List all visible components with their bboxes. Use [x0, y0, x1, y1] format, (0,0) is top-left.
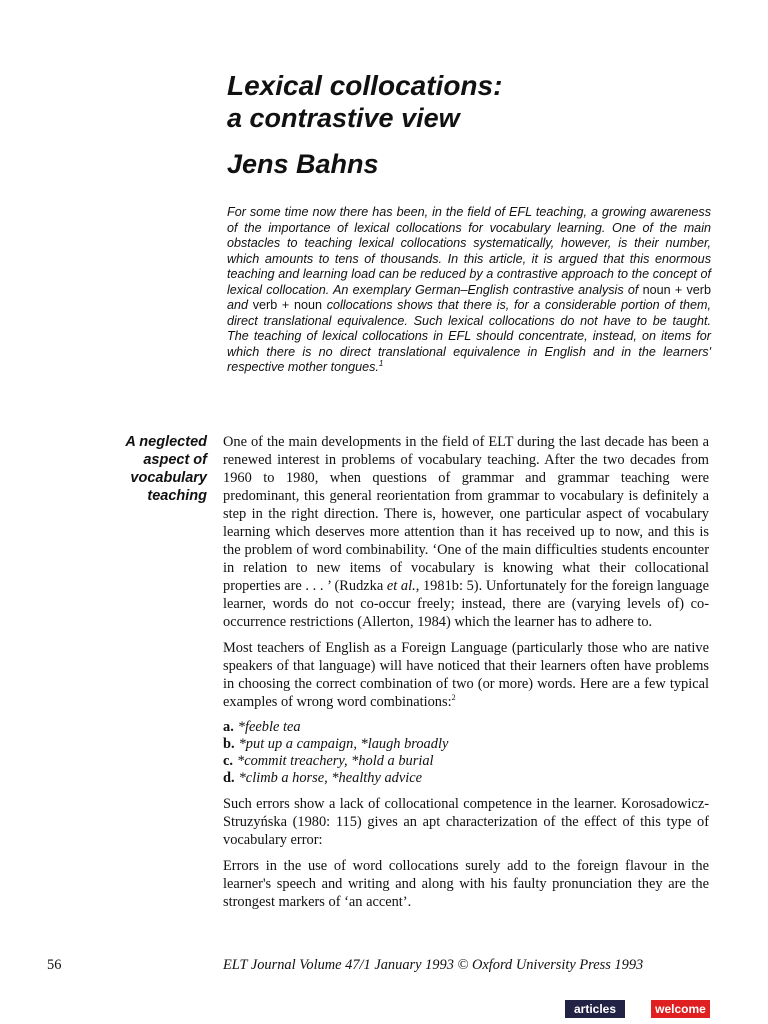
list-item	[223, 719, 709, 736]
paragraph-2-text: Most teachers of English as a Foreign Language (particularly those who are native speakers of that language) will have noticed that their learners often have problems in choosing the correct combination of two (or more) words. Here are a few typical examples of wrong word combinations:	[223, 640, 709, 710]
title-block	[227, 70, 727, 180]
example-text: *commit treachery, *hold a burial	[237, 753, 434, 769]
list-item	[223, 736, 709, 753]
footnote-marker-2: 2	[451, 693, 456, 703]
articles-button[interactable]: articles	[565, 1000, 625, 1018]
paragraph-1-text-a: One of the main developments in the field of ELT during the last decade has been a renewed interest in problems of vocabulary teaching. After the two decades from 1960 to 1980, when questions of grammar and grammar teaching were predominant, this general reorientation from grammar to vocabulary is definitely a step in the right direction. There is, however, one particular aspect of vocabulary learning which deserves more attention than it has received up to now, and this is the problem of word combinability. ‘One of the main difficulties students encounter in relation to new items of vocabulary is knowing what their collocational properties are . . . ’ (Rudzka	[223, 434, 709, 594]
abstract	[227, 205, 711, 376]
abstract-and: and	[227, 298, 249, 312]
list-item	[223, 770, 709, 787]
article-title: Lexical collocations:	[227, 70, 503, 101]
body-column	[223, 433, 709, 919]
paragraph-1	[223, 433, 709, 631]
paragraph-3: Such errors show a lack of collocational competence in the learner. Korosadowicz-Struzyńska (1980: 115) gives an apt characterization of the effect of this type of vocabulary error:	[223, 796, 709, 848]
example-label: a.	[223, 719, 234, 735]
list-item	[223, 753, 709, 770]
section-heading	[60, 433, 207, 505]
page-number: 56	[47, 957, 62, 973]
section-heading-line: aspect of	[143, 452, 207, 468]
example-label: c.	[223, 753, 233, 769]
citation-et-al: et al.	[386, 578, 416, 594]
example-text: *feeble tea	[237, 719, 301, 735]
section-heading-line: teaching	[147, 488, 207, 504]
abstract-term-verb-noun: verb + noun	[252, 298, 322, 312]
example-text: *climb a horse, *healthy advice	[238, 770, 423, 786]
journal-citation: ELT Journal Volume 47/1 January 1993 © Oxford University Press 1993	[223, 957, 644, 973]
abstract-text-1: For some time now there has been, in the field of EFL teaching, a growing awareness of the importance of lexical collocations for vocabulary learning. One of the main obstacles to teaching lexical collocations systematically, however, is their number, which amounts to tens of thousands. In this article, it is argued that this enormous teaching and learning load can be reduced by a contrastive approach to the concept of lexical collocation. An exemplary German–English contrastive analysis of	[227, 205, 711, 297]
example-label: d.	[223, 770, 235, 786]
block-quote: Errors in the use of word collocations surely add to the foreign flavour in the learner's speech and writing and along with his faulty pronunciation they are the strongest markers of ‘an accent’.	[223, 858, 709, 910]
section-heading-line: A neglected	[125, 434, 207, 450]
abstract-term-noun-verb: noun + verb	[642, 282, 712, 297]
abstract-text-2: collocations shows that there is, for a considerable portion of them, direct translational equivalence. Such lexical collocations do not have to be taught. The teaching of lexical collocations in EFL should concentrate, instead, on items for which there is no direct translational equivalence in English and in the learners' respective mother tongues.	[227, 298, 712, 374]
paragraph-1-text-b: , 1981b: 5). Unfortunately for the foreign language learner, words do not co-occur freely; instead, there are (varying levels of) co-occurrence restrictions (Allerton, 1984) which the learner has to adhere to.	[223, 578, 709, 630]
paragraph-2	[223, 639, 709, 711]
example-text: *put up a campaign, *laugh broadly	[238, 736, 449, 752]
welcome-button[interactable]: welcome	[651, 1000, 710, 1018]
section-heading-line: vocabulary	[130, 470, 207, 486]
example-label: b.	[223, 736, 235, 752]
article-subtitle: a contrastive view	[227, 103, 460, 133]
example-list	[223, 719, 709, 787]
article-author: Jens Bahns	[227, 149, 379, 179]
footnote-marker-1: 1	[378, 358, 384, 368]
